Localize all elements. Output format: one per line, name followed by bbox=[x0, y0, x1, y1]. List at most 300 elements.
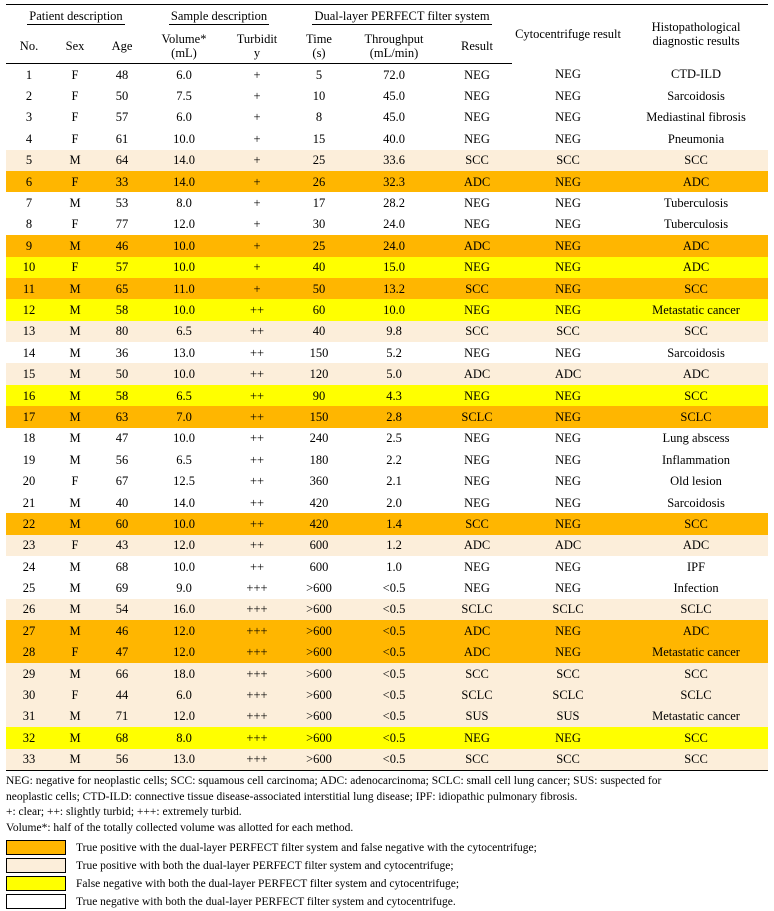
cell-throughput: 24.0 bbox=[346, 235, 442, 256]
cell-cyto-result: NEG bbox=[512, 642, 624, 663]
cell-throughput: <0.5 bbox=[346, 706, 442, 727]
cell-sex: M bbox=[52, 428, 98, 449]
cell-throughput: 1.2 bbox=[346, 535, 442, 556]
cell-volume: 6.0 bbox=[146, 684, 222, 705]
cell-time: >600 bbox=[292, 642, 346, 663]
header-turbidity: Turbidit y bbox=[222, 29, 292, 64]
cell-cyto-result: SCC bbox=[512, 150, 624, 171]
cell-turbidity: + bbox=[222, 171, 292, 192]
cell-volume: 14.0 bbox=[146, 150, 222, 171]
cell-histo-result: SCC bbox=[624, 150, 768, 171]
cell-sex: M bbox=[52, 406, 98, 427]
cell-sex: M bbox=[52, 192, 98, 213]
cell-filter-result: SCC bbox=[442, 150, 512, 171]
cell-volume: 6.5 bbox=[146, 449, 222, 470]
cell-histo-result: SCC bbox=[624, 749, 768, 771]
cell-time: 25 bbox=[292, 150, 346, 171]
cell-cyto-result: NEG bbox=[512, 171, 624, 192]
cell-histo-result: CTD-ILD bbox=[624, 64, 768, 86]
cell-volume: 6.0 bbox=[146, 64, 222, 86]
cell-histo-result: ADC bbox=[624, 235, 768, 256]
cell-throughput: 32.3 bbox=[346, 171, 442, 192]
cell-no: 9 bbox=[6, 235, 52, 256]
cell-no: 30 bbox=[6, 684, 52, 705]
cell-filter-result: NEG bbox=[442, 385, 512, 406]
cell-no: 8 bbox=[6, 214, 52, 235]
cell-filter-result: NEG bbox=[442, 192, 512, 213]
table-header bbox=[6, 5, 768, 64]
cell-throughput: 2.1 bbox=[346, 470, 442, 491]
cell-turbidity: ++ bbox=[222, 406, 292, 427]
cell-time: 240 bbox=[292, 428, 346, 449]
cell-time: 17 bbox=[292, 192, 346, 213]
cell-histo-result: Pneumonia bbox=[624, 128, 768, 149]
cell-no: 33 bbox=[6, 749, 52, 771]
cell-sex: F bbox=[52, 470, 98, 491]
cell-throughput: 4.3 bbox=[346, 385, 442, 406]
cell-turbidity: + bbox=[222, 107, 292, 128]
cell-throughput: 28.2 bbox=[346, 192, 442, 213]
cell-time: >600 bbox=[292, 749, 346, 771]
cell-histo-result: ADC bbox=[624, 363, 768, 384]
cell-filter-result: SCLC bbox=[442, 406, 512, 427]
cell-no: 16 bbox=[6, 385, 52, 406]
cell-time: 420 bbox=[292, 513, 346, 534]
cell-cyto-result: SUS bbox=[512, 706, 624, 727]
cell-filter-result: NEG bbox=[442, 470, 512, 491]
cell-filter-result: SCC bbox=[442, 513, 512, 534]
cell-age: 61 bbox=[98, 128, 146, 149]
table-row bbox=[6, 577, 768, 598]
cell-histo-result: ADC bbox=[624, 620, 768, 641]
cell-cyto-result: NEG bbox=[512, 449, 624, 470]
cell-throughput: <0.5 bbox=[346, 727, 442, 748]
patient-results-table bbox=[6, 4, 768, 771]
cell-age: 57 bbox=[98, 107, 146, 128]
cell-throughput: <0.5 bbox=[346, 577, 442, 598]
cell-cyto-result: NEG bbox=[512, 64, 624, 86]
cell-no: 13 bbox=[6, 321, 52, 342]
legend-label: True positive with both the dual-layer PERFECT filter system and cytocentrifuge; bbox=[76, 859, 454, 872]
cell-no: 32 bbox=[6, 727, 52, 748]
cell-turbidity: ++ bbox=[222, 363, 292, 384]
cell-no: 26 bbox=[6, 599, 52, 620]
cell-cyto-result: ADC bbox=[512, 535, 624, 556]
cell-sex: F bbox=[52, 171, 98, 192]
cell-cyto-result: NEG bbox=[512, 577, 624, 598]
cell-turbidity: ++ bbox=[222, 385, 292, 406]
cell-filter-result: ADC bbox=[442, 235, 512, 256]
cell-filter-result: NEG bbox=[442, 449, 512, 470]
cell-turbidity: +++ bbox=[222, 727, 292, 748]
table-row bbox=[6, 171, 768, 192]
cell-sex: M bbox=[52, 727, 98, 748]
cell-histo-result: Infection bbox=[624, 577, 768, 598]
cell-age: 48 bbox=[98, 64, 146, 86]
cell-cyto-result: NEG bbox=[512, 85, 624, 106]
cell-age: 57 bbox=[98, 257, 146, 278]
cell-volume: 10.0 bbox=[146, 513, 222, 534]
cell-histo-result: Metastatic cancer bbox=[624, 642, 768, 663]
cell-filter-result: NEG bbox=[442, 727, 512, 748]
cell-turbidity: +++ bbox=[222, 642, 292, 663]
legend-swatch-cell bbox=[6, 875, 70, 893]
cell-turbidity: +++ bbox=[222, 706, 292, 727]
cell-filter-result: NEG bbox=[442, 577, 512, 598]
cell-time: 600 bbox=[292, 556, 346, 577]
cell-volume: 7.5 bbox=[146, 85, 222, 106]
cell-time: 30 bbox=[292, 214, 346, 235]
cell-filter-result: ADC bbox=[442, 171, 512, 192]
cell-volume: 18.0 bbox=[146, 663, 222, 684]
cell-throughput: 5.2 bbox=[346, 342, 442, 363]
cell-no: 11 bbox=[6, 278, 52, 299]
cell-no: 21 bbox=[6, 492, 52, 513]
cell-time: 60 bbox=[292, 299, 346, 320]
cell-age: 46 bbox=[98, 620, 146, 641]
cell-turbidity: ++ bbox=[222, 535, 292, 556]
header-age: Age bbox=[98, 29, 146, 64]
cell-cyto-result: SCC bbox=[512, 749, 624, 771]
cell-histo-result: Metastatic cancer bbox=[624, 299, 768, 320]
cell-throughput: <0.5 bbox=[346, 642, 442, 663]
table-row bbox=[6, 150, 768, 171]
cell-no: 27 bbox=[6, 620, 52, 641]
cell-sex: M bbox=[52, 150, 98, 171]
cell-time: 8 bbox=[292, 107, 346, 128]
cell-cyto-result: NEG bbox=[512, 492, 624, 513]
cell-sex: F bbox=[52, 535, 98, 556]
cell-age: 56 bbox=[98, 449, 146, 470]
table-row bbox=[6, 85, 768, 106]
cell-sex: M bbox=[52, 235, 98, 256]
cell-time: 360 bbox=[292, 470, 346, 491]
cell-cyto-result: NEG bbox=[512, 556, 624, 577]
cell-throughput: 1.4 bbox=[346, 513, 442, 534]
cell-turbidity: ++ bbox=[222, 321, 292, 342]
cell-histo-result: SCC bbox=[624, 727, 768, 748]
cell-time: 50 bbox=[292, 278, 346, 299]
cell-volume: 12.0 bbox=[146, 620, 222, 641]
cell-throughput: 1.0 bbox=[346, 556, 442, 577]
header-group-patient: Patient description bbox=[6, 5, 146, 30]
cell-filter-result: ADC bbox=[442, 620, 512, 641]
table-row bbox=[6, 492, 768, 513]
cell-throughput: 40.0 bbox=[346, 128, 442, 149]
cell-no: 18 bbox=[6, 428, 52, 449]
cell-time: >600 bbox=[292, 684, 346, 705]
cell-no: 19 bbox=[6, 449, 52, 470]
cell-age: 46 bbox=[98, 235, 146, 256]
table-row bbox=[6, 727, 768, 748]
cell-histo-result: SCLC bbox=[624, 684, 768, 705]
cell-cyto-result: NEG bbox=[512, 235, 624, 256]
cell-cyto-result: NEG bbox=[512, 513, 624, 534]
cell-age: 64 bbox=[98, 150, 146, 171]
cell-time: 120 bbox=[292, 363, 346, 384]
cell-time: 600 bbox=[292, 535, 346, 556]
table-row bbox=[6, 342, 768, 363]
legend-color-swatch bbox=[6, 894, 66, 909]
legend-color-swatch bbox=[6, 876, 66, 891]
cell-age: 43 bbox=[98, 535, 146, 556]
table-row bbox=[6, 107, 768, 128]
cell-no: 12 bbox=[6, 299, 52, 320]
cell-cyto-result: NEG bbox=[512, 406, 624, 427]
table-row bbox=[6, 192, 768, 213]
cell-age: 33 bbox=[98, 171, 146, 192]
cell-no: 23 bbox=[6, 535, 52, 556]
table-row bbox=[6, 385, 768, 406]
cell-throughput: 10.0 bbox=[346, 299, 442, 320]
cell-age: 47 bbox=[98, 642, 146, 663]
cell-no: 5 bbox=[6, 150, 52, 171]
cell-time: 180 bbox=[292, 449, 346, 470]
cell-turbidity: + bbox=[222, 64, 292, 86]
cell-no: 10 bbox=[6, 257, 52, 278]
cell-cyto-result: NEG bbox=[512, 299, 624, 320]
cell-sex: M bbox=[52, 556, 98, 577]
cell-volume: 10.0 bbox=[146, 428, 222, 449]
cell-age: 69 bbox=[98, 577, 146, 598]
table-row bbox=[6, 406, 768, 427]
cell-throughput: 45.0 bbox=[346, 85, 442, 106]
cell-age: 58 bbox=[98, 385, 146, 406]
cell-filter-result: NEG bbox=[442, 257, 512, 278]
cell-sex: F bbox=[52, 642, 98, 663]
cell-sex: M bbox=[52, 385, 98, 406]
cell-filter-result: ADC bbox=[442, 535, 512, 556]
cell-no: 25 bbox=[6, 577, 52, 598]
cell-turbidity: ++ bbox=[222, 513, 292, 534]
cell-time: 40 bbox=[292, 321, 346, 342]
cell-filter-result: NEG bbox=[442, 107, 512, 128]
cell-turbidity: + bbox=[222, 85, 292, 106]
cell-throughput: 2.5 bbox=[346, 428, 442, 449]
cell-age: 65 bbox=[98, 278, 146, 299]
header-group-sample: Sample description bbox=[146, 5, 292, 30]
cell-volume: 6.0 bbox=[146, 107, 222, 128]
cell-age: 44 bbox=[98, 684, 146, 705]
header-volume: Volume* (mL) bbox=[146, 29, 222, 64]
cell-histo-result: Mediastinal fibrosis bbox=[624, 107, 768, 128]
cell-turbidity: ++ bbox=[222, 449, 292, 470]
cell-histo-result: Inflammation bbox=[624, 449, 768, 470]
cell-sex: M bbox=[52, 321, 98, 342]
cell-cyto-result: NEG bbox=[512, 620, 624, 641]
cell-time: 40 bbox=[292, 257, 346, 278]
cell-filter-result: NEG bbox=[442, 428, 512, 449]
cell-sex: M bbox=[52, 342, 98, 363]
cell-filter-result: ADC bbox=[442, 363, 512, 384]
table-row bbox=[6, 321, 768, 342]
cell-histo-result: SCC bbox=[624, 385, 768, 406]
cell-throughput: 45.0 bbox=[346, 107, 442, 128]
cell-cyto-result: NEG bbox=[512, 257, 624, 278]
legend-row bbox=[6, 857, 768, 875]
table-body bbox=[6, 64, 768, 771]
cell-age: 68 bbox=[98, 727, 146, 748]
cell-time: >600 bbox=[292, 706, 346, 727]
cell-histo-result: ADC bbox=[624, 171, 768, 192]
cell-volume: 10.0 bbox=[146, 299, 222, 320]
cell-volume: 14.0 bbox=[146, 171, 222, 192]
table-row bbox=[6, 620, 768, 641]
cell-filter-result: NEG bbox=[442, 492, 512, 513]
cell-sex: F bbox=[52, 257, 98, 278]
cell-throughput: <0.5 bbox=[346, 663, 442, 684]
cell-throughput: <0.5 bbox=[346, 620, 442, 641]
header-throughput: Throughput (mL/min) bbox=[346, 29, 442, 64]
cell-age: 71 bbox=[98, 706, 146, 727]
cell-sex: M bbox=[52, 513, 98, 534]
cell-histo-result: SCLC bbox=[624, 406, 768, 427]
cell-sex: M bbox=[52, 620, 98, 641]
cell-sex: F bbox=[52, 128, 98, 149]
cell-cyto-result: NEG bbox=[512, 428, 624, 449]
cell-sex: F bbox=[52, 64, 98, 86]
cell-time: 5 bbox=[292, 64, 346, 86]
cell-sex: M bbox=[52, 706, 98, 727]
cell-turbidity: ++ bbox=[222, 470, 292, 491]
cell-sex: M bbox=[52, 363, 98, 384]
cell-volume: 12.0 bbox=[146, 642, 222, 663]
table-row bbox=[6, 257, 768, 278]
cell-time: >600 bbox=[292, 663, 346, 684]
cell-histo-result: Tuberculosis bbox=[624, 214, 768, 235]
cell-no: 20 bbox=[6, 470, 52, 491]
cell-time: 25 bbox=[292, 235, 346, 256]
cell-sex: M bbox=[52, 299, 98, 320]
cell-cyto-result: SCLC bbox=[512, 599, 624, 620]
cell-age: 66 bbox=[98, 663, 146, 684]
cell-throughput: 2.2 bbox=[346, 449, 442, 470]
cell-volume: 13.0 bbox=[146, 342, 222, 363]
legend-row bbox=[6, 893, 768, 911]
table-row bbox=[6, 599, 768, 620]
header-cytocentrifuge: Cytocentrifuge result bbox=[512, 5, 624, 64]
cell-histo-result: SCC bbox=[624, 663, 768, 684]
cell-volume: 12.0 bbox=[146, 535, 222, 556]
cell-volume: 8.0 bbox=[146, 192, 222, 213]
cell-cyto-result: NEG bbox=[512, 128, 624, 149]
cell-cyto-result: NEG bbox=[512, 385, 624, 406]
cell-no: 29 bbox=[6, 663, 52, 684]
cell-cyto-result: SCC bbox=[512, 663, 624, 684]
cell-sex: F bbox=[52, 85, 98, 106]
cell-time: >600 bbox=[292, 727, 346, 748]
cell-throughput: <0.5 bbox=[346, 599, 442, 620]
cell-age: 63 bbox=[98, 406, 146, 427]
cell-no: 3 bbox=[6, 107, 52, 128]
cell-age: 47 bbox=[98, 428, 146, 449]
cell-volume: 12.0 bbox=[146, 706, 222, 727]
cell-sex: M bbox=[52, 577, 98, 598]
cell-volume: 13.0 bbox=[146, 749, 222, 771]
cell-sex: F bbox=[52, 107, 98, 128]
header-result: Result bbox=[442, 29, 512, 64]
cell-no: 7 bbox=[6, 192, 52, 213]
cell-histo-result: ADC bbox=[624, 535, 768, 556]
table-row bbox=[6, 278, 768, 299]
cell-filter-result: NEG bbox=[442, 128, 512, 149]
legend-label: True negative with both the dual-layer PERFECT filter system and cytocentrifuge. bbox=[76, 895, 456, 908]
cell-cyto-result: SCLC bbox=[512, 684, 624, 705]
table-row bbox=[6, 214, 768, 235]
cell-throughput: 15.0 bbox=[346, 257, 442, 278]
cell-no: 22 bbox=[6, 513, 52, 534]
table-row bbox=[6, 642, 768, 663]
cell-filter-result: SCC bbox=[442, 278, 512, 299]
cell-time: >600 bbox=[292, 599, 346, 620]
cell-throughput: <0.5 bbox=[346, 684, 442, 705]
cell-volume: 12.5 bbox=[146, 470, 222, 491]
table-row bbox=[6, 235, 768, 256]
cell-sex: M bbox=[52, 492, 98, 513]
cell-throughput: 2.0 bbox=[346, 492, 442, 513]
cell-histo-result: Sarcoidosis bbox=[624, 492, 768, 513]
legend-row bbox=[6, 839, 768, 857]
cell-sex: M bbox=[52, 663, 98, 684]
cell-histo-result: SCC bbox=[624, 278, 768, 299]
cell-volume: 8.0 bbox=[146, 727, 222, 748]
legend-swatch-cell bbox=[6, 857, 70, 875]
cell-turbidity: ++ bbox=[222, 299, 292, 320]
cell-throughput: 13.2 bbox=[346, 278, 442, 299]
table-row bbox=[6, 449, 768, 470]
cell-time: 26 bbox=[292, 171, 346, 192]
cell-volume: 16.0 bbox=[146, 599, 222, 620]
cell-no: 14 bbox=[6, 342, 52, 363]
legend-color-swatch bbox=[6, 840, 66, 855]
cell-cyto-result: NEG bbox=[512, 342, 624, 363]
cell-time: 420 bbox=[292, 492, 346, 513]
cell-no: 31 bbox=[6, 706, 52, 727]
cell-age: 36 bbox=[98, 342, 146, 363]
table-row bbox=[6, 663, 768, 684]
cell-turbidity: + bbox=[222, 128, 292, 149]
header-time: Time (s) bbox=[292, 29, 346, 64]
cell-throughput: 72.0 bbox=[346, 64, 442, 86]
table-row bbox=[6, 684, 768, 705]
cell-age: 56 bbox=[98, 749, 146, 771]
cell-age: 40 bbox=[98, 492, 146, 513]
cell-histo-result: Lung abscess bbox=[624, 428, 768, 449]
cell-turbidity: ++ bbox=[222, 342, 292, 363]
cell-filter-result: NEG bbox=[442, 64, 512, 86]
cell-age: 60 bbox=[98, 513, 146, 534]
cell-filter-result: NEG bbox=[442, 556, 512, 577]
cell-no: 4 bbox=[6, 128, 52, 149]
cell-volume: 10.0 bbox=[146, 128, 222, 149]
cell-cyto-result: NEG bbox=[512, 727, 624, 748]
note-line-2: neoplastic cells; CTD-ILD: connective tissue disease-associated interstitial lung disease; IPF: idiopathic pulmonary fibrosis. bbox=[6, 790, 578, 803]
table-row bbox=[6, 299, 768, 320]
cell-volume: 9.0 bbox=[146, 577, 222, 598]
note-line-4: Volume*: half of the totally collected volume was allotted for each method. bbox=[6, 822, 354, 835]
cell-histo-result: SCC bbox=[624, 321, 768, 342]
cell-time: 150 bbox=[292, 406, 346, 427]
cell-turbidity: + bbox=[222, 214, 292, 235]
cell-turbidity: + bbox=[222, 192, 292, 213]
cell-time: 150 bbox=[292, 342, 346, 363]
legend-row bbox=[6, 875, 768, 893]
cell-filter-result: SCC bbox=[442, 749, 512, 771]
cell-cyto-result: NEG bbox=[512, 214, 624, 235]
legend-table bbox=[6, 839, 768, 911]
table-row bbox=[6, 535, 768, 556]
cell-time: >600 bbox=[292, 577, 346, 598]
